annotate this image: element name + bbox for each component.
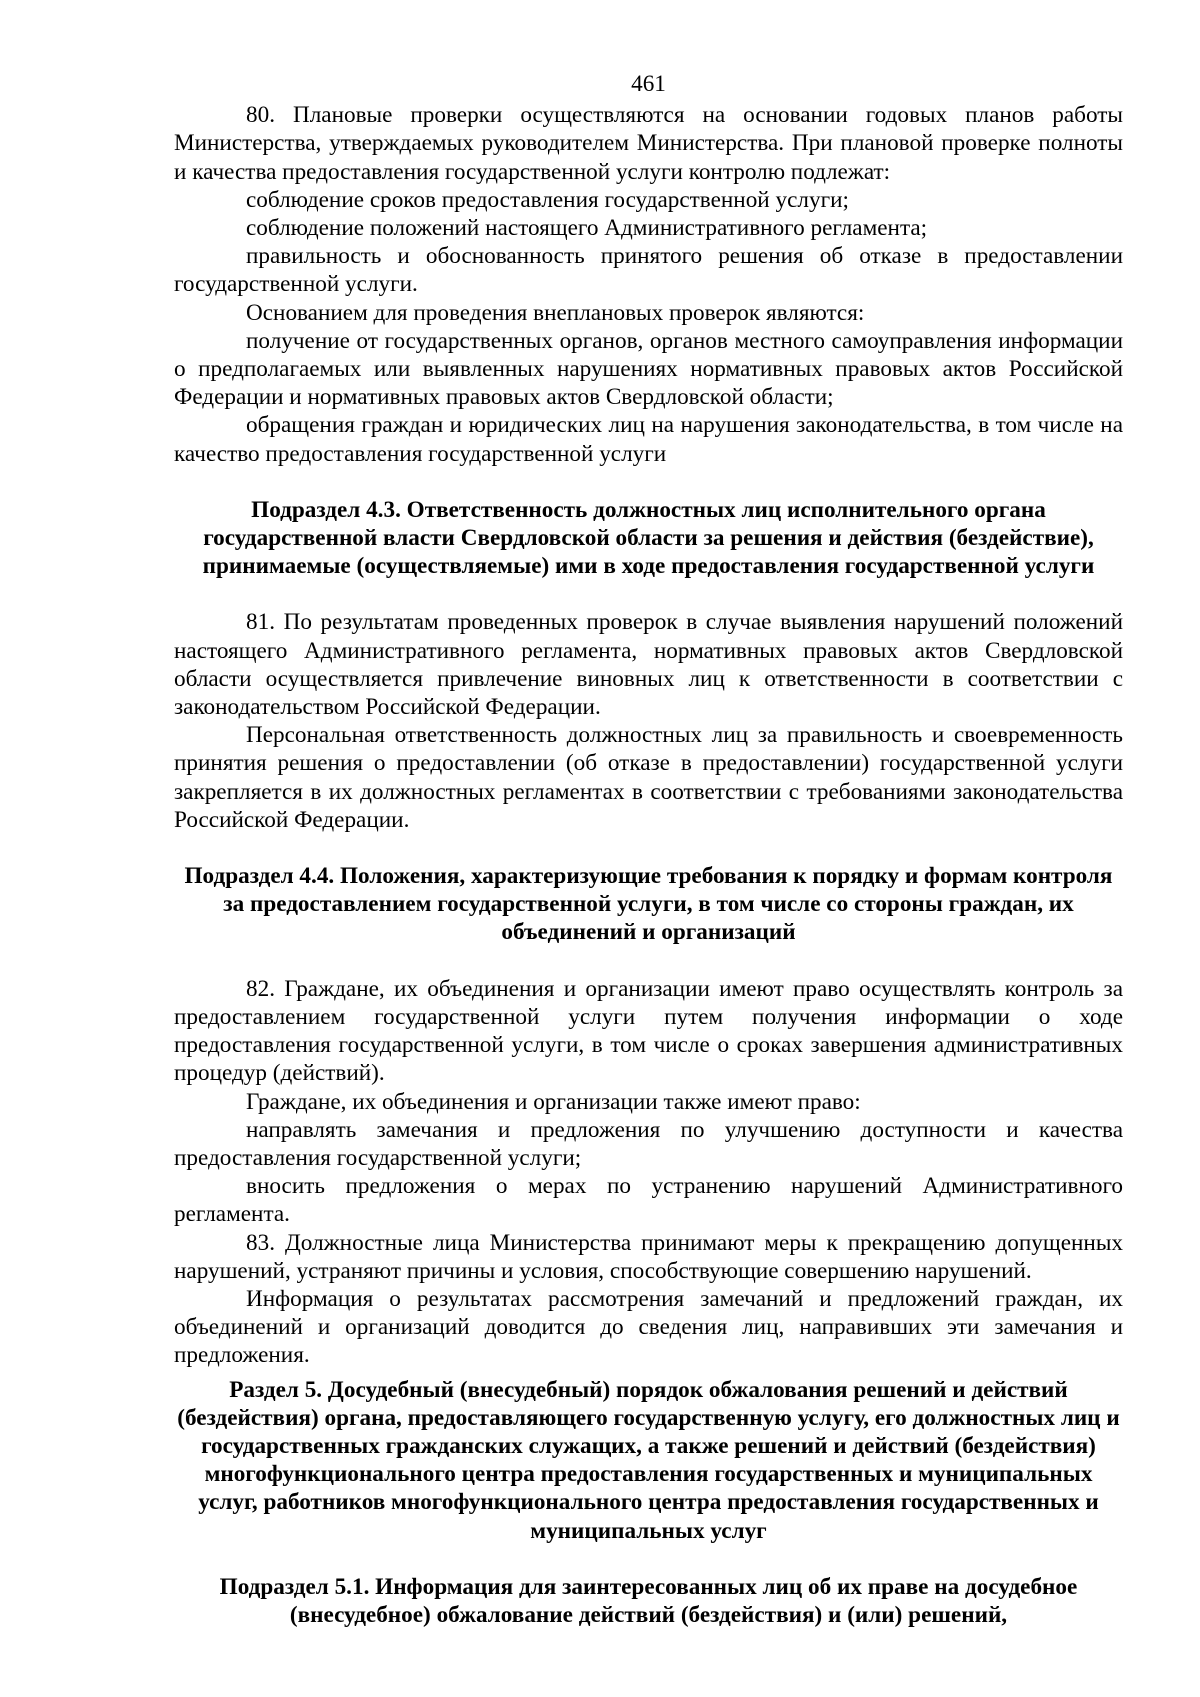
list-item: получение от государственных органов, органов местного самоуправления информации о предполагаемых или выявленных нарушениях нормативных правовых актов Российской Федерации и нормативных правовых актов Свердловской области;: [174, 327, 1123, 411]
paragraph: Информация о результатах рассмотрения замечаний и предложений граждан, их объединений и организаций доводится до сведения лиц, направивших эти замечания и предложения.: [174, 1285, 1123, 1369]
document-page: [174, 70, 1123, 1629]
paragraph: Основанием для проведения внеплановых проверок являются:: [246, 299, 865, 326]
paragraph-83: 83. Должностные лица Министерства принимают меры к прекращению допущенных нарушений, устраняют причины и условия, способствующие совершению нарушений.: [174, 1229, 1123, 1284]
paragraph: Персональная ответственность должностных лиц за правильность и своевременность принятия решения о предоставлении (об отказе в предоставлении) государственной услуги закрепляется в их должностных регламентах в соответствии с требованиями законодательства Российской Федерации.: [174, 722, 1123, 833]
heading-subsection-5-1: Подраздел 5.1. Информация для заинтересованных лиц об их праве на досудебное (внесудебное) обжалование действий (бездействия) и (или) решений,: [219, 1573, 1078, 1628]
paragraph-82: 82. Граждане, их объединения и организации имеют право осуществлять контроль за предоставлением государственной услуги путем получения информации о ходе предоставления государственной услуги, в том числе о сроках завершения административных процедур (действий).: [174, 975, 1123, 1087]
heading-subsection-4-3: Подраздел 4.3. Ответственность должностных лиц исполнительного органа государственной власти Свердловской области за решения и действия (бездействие), принимаемые (осуществляемые) ими в ходе предоставления государственной услуги: [202, 496, 1095, 580]
list-item: направлять замечания и предложения по улучшению доступности и качества предоставления государственной услуги;: [174, 1116, 1123, 1171]
list-item: обращения граждан и юридических лиц на нарушения законодательства, в том числе на качество предоставления государственной услуги: [174, 412, 1123, 467]
paragraph: Граждане, их объединения и организации также имеют право:: [246, 1088, 861, 1115]
list-item: соблюдение положений настоящего Административного регламента;: [246, 215, 928, 242]
paragraph-81: 81. По результатам проведенных проверок в случае выявления нарушений положений настоящего Административного регламента, нормативных правовых актов Свердловской области осуществляется привлечение виновных лиц к ответственности в соответствии с законодательством Российской Федерации.: [174, 609, 1123, 721]
list-item: правильность и обоснованность принятого решения об отказе в предоставлении государственной услуги.: [174, 243, 1123, 298]
heading-subsection-4-4: Подраздел 4.4. Положения, характеризующие требования к порядку и формам контроля за предоставлением государственной услуги, в том числе со стороны граждан, их объединений и организаций: [184, 863, 1113, 946]
list-item: вносить предложения о мерах по устранению нарушений Административного регламента.: [174, 1173, 1123, 1228]
heading-section-5: Раздел 5. Досудебный (внесудебный) порядок обжалования решений и действий (бездействия) органа, предоставляющего государственную услугу, его должностных лиц и государственных гражданских служащих, а также решений и действий (бездействия) многофункционального центра предоставления государственных и муниципальных услуг, работников многофункционального центра предоставления государственных и муниципальных услуг: [177, 1376, 1120, 1544]
section-4-4-body: [174, 975, 1123, 1370]
section-4-2-body: [174, 101, 1123, 468]
section-4-3-body: [174, 608, 1123, 834]
page-number: 461: [631, 71, 666, 97]
paragraph-80: 80. Плановые проверки осуществляются на основании годовых планов работы Министерства, утверждаемых руководителем Министерства. При плановой проверке полноты и качества предоставления государственной услуги контролю подлежат:: [174, 102, 1123, 185]
list-item: соблюдение сроков предоставления государственной услуги;: [246, 186, 849, 213]
